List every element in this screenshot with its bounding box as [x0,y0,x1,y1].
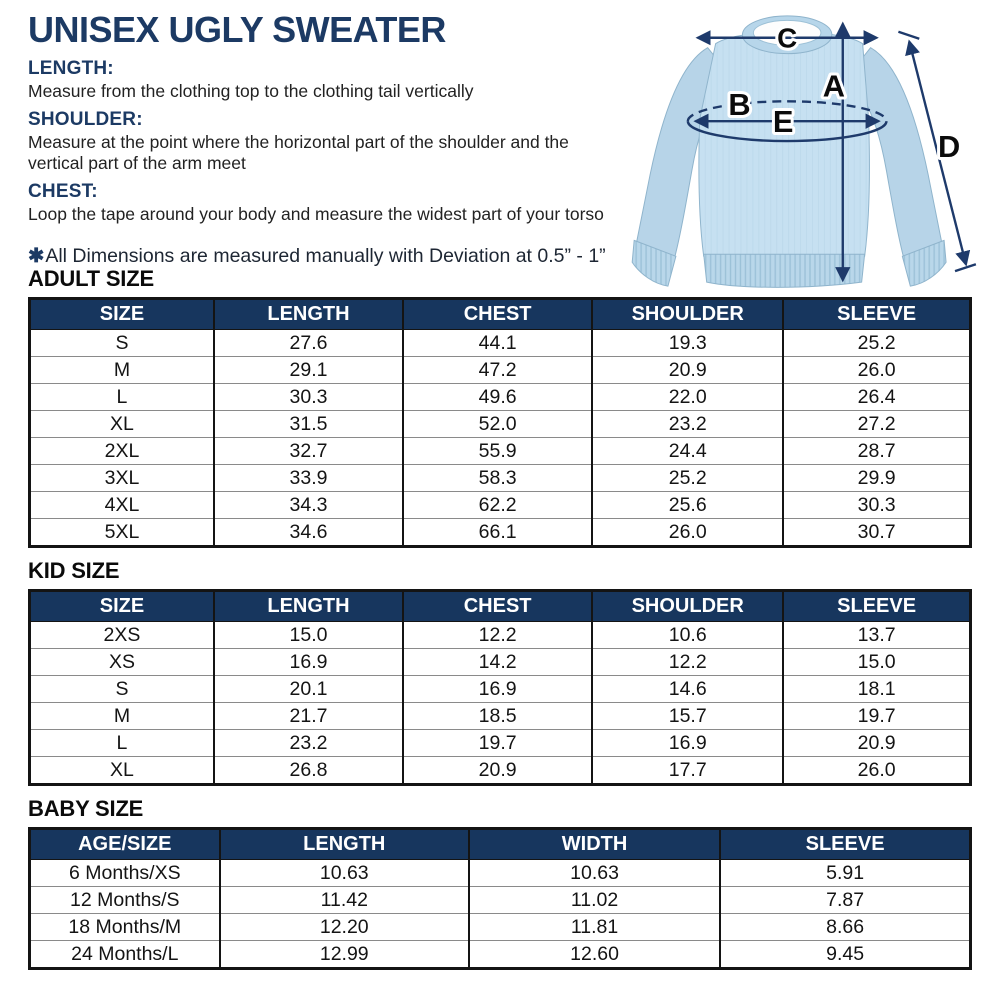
asterisk-icon: ✱ [28,244,45,267]
label-e: E [772,104,794,140]
sweater-shape [632,16,946,287]
intro-section [28,10,628,268]
cell-value: 12.2 [592,649,783,676]
cell-value: 30.7 [783,519,970,547]
cell-value: 20.9 [592,357,783,384]
table-row [30,860,971,887]
table-section-baby-size [28,798,972,970]
row-size-label: M [30,703,214,730]
cell-value: 27.6 [214,330,403,357]
table-row [30,941,971,969]
column-header: LENGTH [214,299,403,330]
cell-value: 66.1 [403,519,592,547]
row-size-label: 3XL [30,465,214,492]
header-row [30,299,971,330]
cell-value: 47.2 [403,357,592,384]
header-row [30,591,971,622]
cell-value: 26.8 [214,757,403,785]
table-row [30,757,971,785]
cell-value: 13.7 [783,622,970,649]
cell-value: 25.2 [783,330,970,357]
column-header: SLEEVE [783,591,970,622]
cell-value: 15.0 [214,622,403,649]
row-size-label: M [30,357,214,384]
row-size-label: L [30,384,214,411]
cell-value: 31.5 [214,411,403,438]
cell-value: 12.2 [403,622,592,649]
table-section-kid-size [28,560,972,786]
row-size-label: 18 Months/M [30,914,220,941]
column-header: SHOULDER [592,299,783,330]
column-header: LENGTH [214,591,403,622]
right-sleeve [863,48,942,261]
cell-value: 11.02 [469,887,720,914]
row-size-label: XS [30,649,214,676]
page-title: UNISEX UGLY SWEATER [28,9,446,50]
table-row [30,676,971,703]
cell-value: 7.87 [720,887,970,914]
cell-value: 12.60 [469,941,720,969]
row-size-label: S [30,676,214,703]
cell-value: 8.66 [720,914,970,941]
sweater-measurement-diagram [618,0,1000,298]
table-title: KID SIZE [28,558,120,583]
cell-value: 28.7 [783,438,970,465]
table-row [30,357,971,384]
cell-value: 14.6 [592,676,783,703]
cell-value: 55.9 [403,438,592,465]
cell-value: 9.45 [720,941,970,969]
length-description: Measure from the clothing top to the clothing tail vertically [28,80,474,101]
deviation-note-text: All Dimensions are measured manually with Deviation at 0.5” - 1” [45,244,606,267]
cell-value: 10.63 [469,860,720,887]
chest-description: Loop the tape around your body and measure the widest part of your torso [28,203,604,224]
column-header: SLEEVE [783,299,970,330]
column-header: SLEEVE [720,829,970,860]
table-row [30,492,971,519]
label-c: C [777,22,798,54]
table-row [30,411,971,438]
cell-value: 23.2 [214,730,403,757]
cell-value: 12.20 [220,914,469,941]
cell-value: 19.7 [403,730,592,757]
cell-value: 26.0 [783,757,970,785]
cell-value: 16.9 [592,730,783,757]
cell-value: 26.4 [783,384,970,411]
cell-value: 44.1 [403,330,592,357]
table-row [30,622,971,649]
cell-value: 30.3 [783,492,970,519]
cell-value: 34.3 [214,492,403,519]
shoulder-heading: SHOULDER: [28,108,143,130]
cell-value: 10.63 [220,860,469,887]
label-b: B [728,87,751,123]
cell-value: 11.42 [220,887,469,914]
cell-value: 18.1 [783,676,970,703]
row-size-label: 6 Months/XS [30,860,220,887]
table-row [30,703,971,730]
cell-value: 25.2 [592,465,783,492]
cell-value: 19.7 [783,703,970,730]
row-size-label: S [30,330,214,357]
label-a: A [822,68,845,104]
column-header: AGE/SIZE [30,829,220,860]
cell-value: 62.2 [403,492,592,519]
chest-heading: CHEST: [28,180,98,202]
table-section-adult-size [28,268,972,548]
cell-value: 15.0 [783,649,970,676]
table-title: ADULT SIZE [28,266,154,291]
column-header: WIDTH [469,829,720,860]
cell-value: 16.9 [403,676,592,703]
cell-value: 27.2 [783,411,970,438]
cell-value: 19.3 [592,330,783,357]
cell-value: 17.7 [592,757,783,785]
size-table [28,297,972,548]
cell-value: 21.7 [214,703,403,730]
cell-value: 58.3 [403,465,592,492]
size-table [28,827,972,970]
column-header: LENGTH [220,829,469,860]
cell-value: 18.5 [403,703,592,730]
cell-value: 26.0 [783,357,970,384]
sleeve-arrow-top-tick [898,32,919,39]
column-header: CHEST [403,591,592,622]
table-row [30,465,971,492]
cell-value: 23.2 [592,411,783,438]
cell-value: 24.4 [592,438,783,465]
cell-value: 16.9 [214,649,403,676]
cell-value: 32.7 [214,438,403,465]
cell-value: 25.6 [592,492,783,519]
row-size-label: XL [30,411,214,438]
length-heading: LENGTH: [28,57,114,79]
cell-value: 30.3 [214,384,403,411]
shoulder-description: Measure at the point where the horizontal part of the shoulder and the vertical part of the arm meet [28,131,569,173]
row-size-label: L [30,730,214,757]
cell-value: 20.9 [783,730,970,757]
column-header: CHEST [403,299,592,330]
table-row [30,519,971,547]
cell-value: 12.99 [220,941,469,969]
cell-value: 5.91 [720,860,970,887]
table-row [30,384,971,411]
sweater-illustration [618,0,1000,298]
table-row [30,887,971,914]
cell-value: 11.81 [469,914,720,941]
cell-value: 33.9 [214,465,403,492]
row-size-label: 24 Months/L [30,941,220,969]
row-size-label: XL [30,757,214,785]
row-size-label: 5XL [30,519,214,547]
size-tables [28,268,972,982]
cell-value: 20.9 [403,757,592,785]
table-row [30,914,971,941]
cell-value: 10.6 [592,622,783,649]
table-row [30,730,971,757]
cell-value: 20.1 [214,676,403,703]
table-title: BABY SIZE [28,796,144,821]
table-row [30,330,971,357]
column-header: SIZE [30,591,214,622]
cell-value: 26.0 [592,519,783,547]
cell-value: 29.1 [214,357,403,384]
row-size-label: 2XS [30,622,214,649]
cell-value: 29.9 [783,465,970,492]
cell-value: 49.6 [403,384,592,411]
row-size-label: 4XL [30,492,214,519]
cell-value: 34.6 [214,519,403,547]
cell-value: 52.0 [403,411,592,438]
row-size-label: 2XL [30,438,214,465]
header-row [30,829,971,860]
label-d: D [937,128,961,164]
column-header: SHOULDER [592,591,783,622]
row-size-label: 12 Months/S [30,887,220,914]
table-row [30,649,971,676]
column-header: SIZE [30,299,214,330]
cell-value: 15.7 [592,703,783,730]
table-row [30,438,971,465]
cell-value: 22.0 [592,384,783,411]
deviation-note [28,244,628,268]
size-table [28,589,972,786]
cell-value: 14.2 [403,649,592,676]
